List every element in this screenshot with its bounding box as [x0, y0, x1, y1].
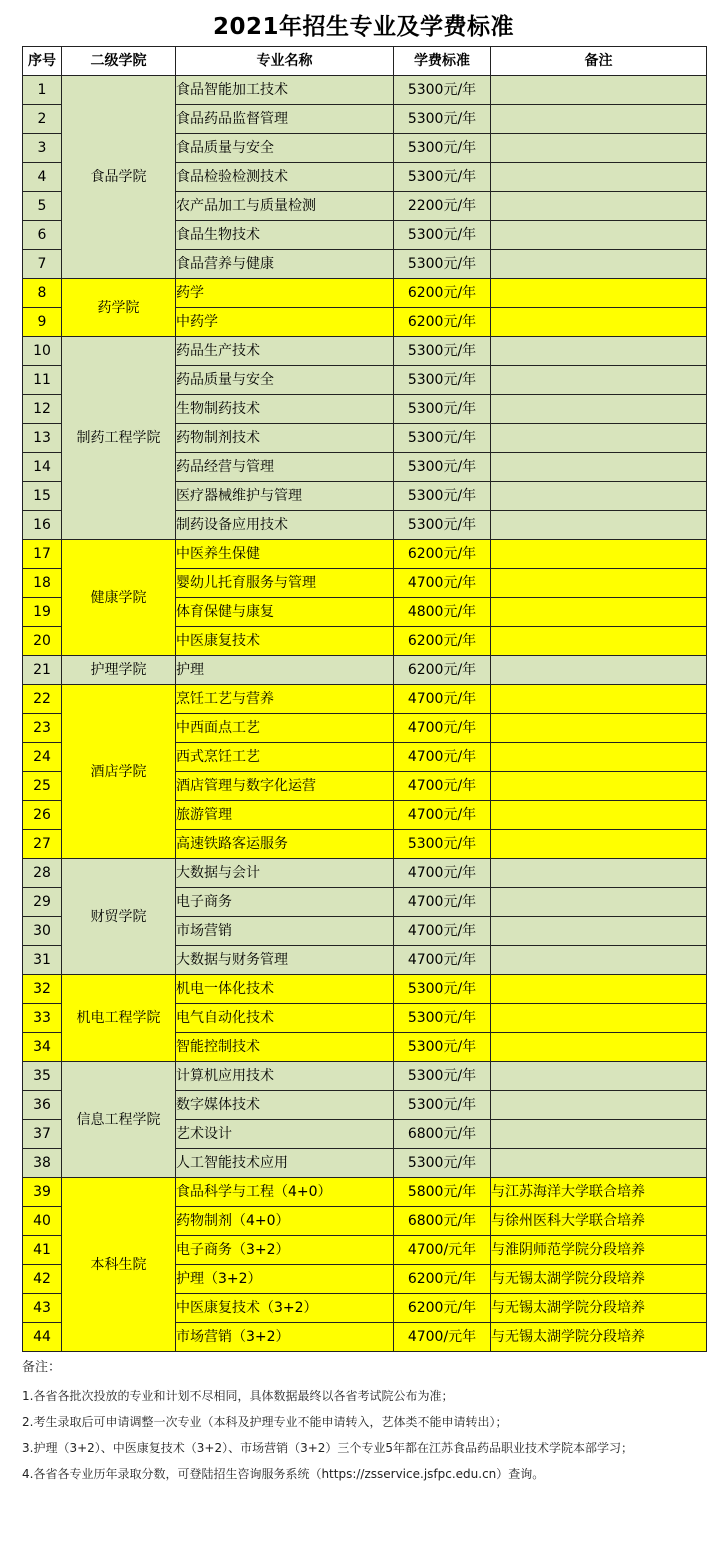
table-row	[23, 1062, 707, 1091]
major-cell: 中药学	[176, 308, 394, 337]
fee-cell: 5300元/年	[394, 975, 491, 1004]
row-index: 2	[23, 105, 62, 134]
row-index: 37	[23, 1120, 62, 1149]
note-cell	[491, 743, 707, 772]
note-cell	[491, 569, 707, 598]
note-cell: 与江苏海洋大学联合培养	[491, 1178, 707, 1207]
note-cell: 与无锡太湖学院分段培养	[491, 1323, 707, 1352]
fee-cell: 5300元/年	[394, 830, 491, 859]
note-cell	[491, 366, 707, 395]
row-index: 16	[23, 511, 62, 540]
note-cell	[491, 859, 707, 888]
major-cell: 机电一体化技术	[176, 975, 394, 1004]
note-cell	[491, 308, 707, 337]
fee-cell: 4700元/年	[394, 714, 491, 743]
note-cell	[491, 1149, 707, 1178]
fee-cell: 5300元/年	[394, 366, 491, 395]
note-item: 1.各省各批次投放的专业和计划不尽相同，具体数据最终以各省考试院公布为准；	[22, 1389, 454, 1403]
major-cell: 食品检验检测技术	[176, 163, 394, 192]
major-cell: 中医养生保健	[176, 540, 394, 569]
header-college: 二级学院	[62, 47, 176, 76]
note-cell	[491, 714, 707, 743]
major-cell: 大数据与财务管理	[176, 946, 394, 975]
note-item: 3.护理（3+2）、中医康复技术（3+2）、市场营销（3+2）三个专业5年都在江苏食品药品职业技术学院本部学习；	[22, 1441, 634, 1455]
major-cell: 药物制剂（4+0）	[176, 1207, 394, 1236]
fee-cell: 6200元/年	[394, 656, 491, 685]
row-index: 12	[23, 395, 62, 424]
major-cell: 药品经营与管理	[176, 453, 394, 482]
note-cell	[491, 830, 707, 859]
major-cell: 食品药品监督管理	[176, 105, 394, 134]
row-index: 10	[23, 337, 62, 366]
fee-cell: 4700/元年	[394, 1236, 491, 1265]
row-index: 20	[23, 627, 62, 656]
fee-cell: 4700元/年	[394, 685, 491, 714]
fee-cell: 6200元/年	[394, 540, 491, 569]
major-cell: 体育保健与康复	[176, 598, 394, 627]
major-cell: 酒店管理与数字化运营	[176, 772, 394, 801]
row-index: 13	[23, 424, 62, 453]
major-cell: 药品质量与安全	[176, 366, 394, 395]
row-index: 30	[23, 917, 62, 946]
row-index: 3	[23, 134, 62, 163]
note-cell	[491, 482, 707, 511]
major-cell: 智能控制技术	[176, 1033, 394, 1062]
college-cell: 制药工程学院	[62, 337, 176, 540]
major-cell: 市场营销（3+2）	[176, 1323, 394, 1352]
note-item: 4.各省各专业历年录取分数，可登陆招生咨询服务系统（https://zsservice.jsfpc.edu.cn）查询。	[22, 1467, 545, 1481]
major-cell: 高速铁路客运服务	[176, 830, 394, 859]
header-index: 序号	[23, 47, 62, 76]
fee-cell: 4700元/年	[394, 569, 491, 598]
note-cell	[491, 685, 707, 714]
college-cell: 酒店学院	[62, 685, 176, 859]
row-index: 15	[23, 482, 62, 511]
major-cell: 生物制药技术	[176, 395, 394, 424]
fee-cell: 4700元/年	[394, 946, 491, 975]
row-index: 28	[23, 859, 62, 888]
row-index: 25	[23, 772, 62, 801]
fee-cell: 4700元/年	[394, 772, 491, 801]
row-index: 18	[23, 569, 62, 598]
row-index: 43	[23, 1294, 62, 1323]
note-cell	[491, 656, 707, 685]
fee-cell: 5300元/年	[394, 163, 491, 192]
note-cell	[491, 1033, 707, 1062]
college-cell: 食品学院	[62, 76, 176, 279]
row-index: 38	[23, 1149, 62, 1178]
row-index: 36	[23, 1091, 62, 1120]
fee-cell: 5300元/年	[394, 511, 491, 540]
fee-cell: 6200元/年	[394, 1294, 491, 1323]
major-cell: 中医康复技术	[176, 627, 394, 656]
note-cell	[491, 975, 707, 1004]
major-cell: 护理（3+2）	[176, 1265, 394, 1294]
note-cell	[491, 540, 707, 569]
major-cell: 制药设备应用技术	[176, 511, 394, 540]
row-index: 7	[23, 250, 62, 279]
note-cell	[491, 627, 707, 656]
note-cell	[491, 250, 707, 279]
table-row	[23, 337, 707, 366]
major-cell: 烹饪工艺与营养	[176, 685, 394, 714]
row-index: 22	[23, 685, 62, 714]
fee-cell: 4700元/年	[394, 743, 491, 772]
row-index: 4	[23, 163, 62, 192]
fee-cell: 5300元/年	[394, 134, 491, 163]
note-cell: 与淮阴师范学院分段培养	[491, 1236, 707, 1265]
fee-cell: 4800元/年	[394, 598, 491, 627]
major-cell: 艺术设计	[176, 1120, 394, 1149]
note-cell	[491, 511, 707, 540]
row-index: 6	[23, 221, 62, 250]
fee-cell: 6200元/年	[394, 627, 491, 656]
major-cell: 食品智能加工技术	[176, 76, 394, 105]
fee-cell: 5800元/年	[394, 1178, 491, 1207]
fee-cell: 5300元/年	[394, 1149, 491, 1178]
fee-cell: 5300元/年	[394, 453, 491, 482]
note-cell	[491, 337, 707, 366]
fee-cell: 6800元/年	[394, 1120, 491, 1149]
college-cell: 本科生院	[62, 1178, 176, 1352]
fee-cell: 4700元/年	[394, 917, 491, 946]
fee-cell: 5300元/年	[394, 395, 491, 424]
college-cell: 财贸学院	[62, 859, 176, 975]
major-cell: 中西面点工艺	[176, 714, 394, 743]
note-cell	[491, 105, 707, 134]
row-index: 35	[23, 1062, 62, 1091]
major-cell: 市场营销	[176, 917, 394, 946]
table-row	[23, 685, 707, 714]
row-index: 34	[23, 1033, 62, 1062]
note-cell	[491, 598, 707, 627]
note-cell	[491, 1062, 707, 1091]
table-row	[23, 975, 707, 1004]
fee-cell: 6200元/年	[394, 1265, 491, 1294]
major-cell: 旅游管理	[176, 801, 394, 830]
major-cell: 数字媒体技术	[176, 1091, 394, 1120]
row-index: 24	[23, 743, 62, 772]
fee-cell: 5300元/年	[394, 337, 491, 366]
row-index: 32	[23, 975, 62, 1004]
note-cell	[491, 279, 707, 308]
major-cell: 医疗器械维护与管理	[176, 482, 394, 511]
note-cell	[491, 453, 707, 482]
row-index: 9	[23, 308, 62, 337]
row-index: 26	[23, 801, 62, 830]
major-cell: 药学	[176, 279, 394, 308]
table-row	[23, 1178, 707, 1207]
fee-cell: 5300元/年	[394, 1033, 491, 1062]
note-cell	[491, 1004, 707, 1033]
row-index: 8	[23, 279, 62, 308]
row-index: 42	[23, 1265, 62, 1294]
college-cell: 机电工程学院	[62, 975, 176, 1062]
fee-cell: 5300元/年	[394, 105, 491, 134]
note-item: 2.考生录取后可申请调整一次专业（本科及护理专业不能申请转入，艺体类不能申请转出）；	[22, 1415, 508, 1429]
notes-section	[22, 1356, 712, 1484]
table-row	[23, 76, 707, 105]
table-row	[23, 279, 707, 308]
note-cell	[491, 221, 707, 250]
note-cell	[491, 76, 707, 105]
fee-table	[22, 46, 707, 1352]
fee-cell: 5300元/年	[394, 424, 491, 453]
note-cell	[491, 917, 707, 946]
notes-heading: 备注：	[22, 1360, 62, 1375]
major-cell: 药品生产技术	[176, 337, 394, 366]
row-index: 1	[23, 76, 62, 105]
major-cell: 食品质量与安全	[176, 134, 394, 163]
note-cell: 与无锡太湖学院分段培养	[491, 1265, 707, 1294]
major-cell: 大数据与会计	[176, 859, 394, 888]
table-body	[23, 76, 707, 1352]
note-cell	[491, 772, 707, 801]
note-cell	[491, 192, 707, 221]
note-cell	[491, 163, 707, 192]
row-index: 31	[23, 946, 62, 975]
major-cell: 电气自动化技术	[176, 1004, 394, 1033]
table-header-row	[23, 47, 707, 76]
note-cell	[491, 888, 707, 917]
fee-cell: 6200元/年	[394, 279, 491, 308]
row-index: 14	[23, 453, 62, 482]
major-cell: 西式烹饪工艺	[176, 743, 394, 772]
major-cell: 护理	[176, 656, 394, 685]
page-title: 2021年招生专业及学费标准	[212, 14, 514, 40]
row-index: 5	[23, 192, 62, 221]
row-index: 11	[23, 366, 62, 395]
major-cell: 人工智能技术应用	[176, 1149, 394, 1178]
college-cell: 药学院	[62, 279, 176, 337]
fee-cell: 5300元/年	[394, 250, 491, 279]
table-row	[23, 859, 707, 888]
row-index: 19	[23, 598, 62, 627]
row-index: 29	[23, 888, 62, 917]
row-index: 44	[23, 1323, 62, 1352]
major-cell: 食品生物技术	[176, 221, 394, 250]
major-cell: 婴幼儿托育服务与管理	[176, 569, 394, 598]
fee-cell: 4700元/年	[394, 859, 491, 888]
fee-cell: 5300元/年	[394, 1062, 491, 1091]
note-cell	[491, 424, 707, 453]
major-cell: 食品科学与工程（4+0）	[176, 1178, 394, 1207]
fee-cell: 5300元/年	[394, 76, 491, 105]
note-cell	[491, 1091, 707, 1120]
header-note: 备注	[491, 47, 707, 76]
fee-cell: 6800元/年	[394, 1207, 491, 1236]
note-cell	[491, 946, 707, 975]
table-row	[23, 656, 707, 685]
fee-cell: 5300元/年	[394, 1091, 491, 1120]
table-row	[23, 540, 707, 569]
fee-cell: 5300元/年	[394, 1004, 491, 1033]
college-cell: 信息工程学院	[62, 1062, 176, 1178]
header-major: 专业名称	[176, 47, 394, 76]
row-index: 21	[23, 656, 62, 685]
fee-cell: 4700/元年	[394, 1323, 491, 1352]
note-cell: 与徐州医科大学联合培养	[491, 1207, 707, 1236]
major-cell: 电子商务	[176, 888, 394, 917]
row-index: 33	[23, 1004, 62, 1033]
row-index: 40	[23, 1207, 62, 1236]
row-index: 41	[23, 1236, 62, 1265]
row-index: 17	[23, 540, 62, 569]
fee-cell: 4700元/年	[394, 888, 491, 917]
note-cell	[491, 134, 707, 163]
fee-cell: 5300元/年	[394, 221, 491, 250]
college-cell: 护理学院	[62, 656, 176, 685]
major-cell: 计算机应用技术	[176, 1062, 394, 1091]
row-index: 23	[23, 714, 62, 743]
fee-cell: 2200元/年	[394, 192, 491, 221]
row-index: 39	[23, 1178, 62, 1207]
college-cell: 健康学院	[62, 540, 176, 656]
major-cell: 农产品加工与质量检测	[176, 192, 394, 221]
major-cell: 中医康复技术（3+2）	[176, 1294, 394, 1323]
row-index: 27	[23, 830, 62, 859]
note-cell	[491, 395, 707, 424]
note-cell	[491, 801, 707, 830]
major-cell: 电子商务（3+2）	[176, 1236, 394, 1265]
note-cell	[491, 1120, 707, 1149]
header-fee: 学费标准	[394, 47, 491, 76]
fee-cell: 5300元/年	[394, 482, 491, 511]
fee-cell: 6200元/年	[394, 308, 491, 337]
major-cell: 食品营养与健康	[176, 250, 394, 279]
major-cell: 药物制剂技术	[176, 424, 394, 453]
note-cell: 与无锡太湖学院分段培养	[491, 1294, 707, 1323]
fee-cell: 4700元/年	[394, 801, 491, 830]
